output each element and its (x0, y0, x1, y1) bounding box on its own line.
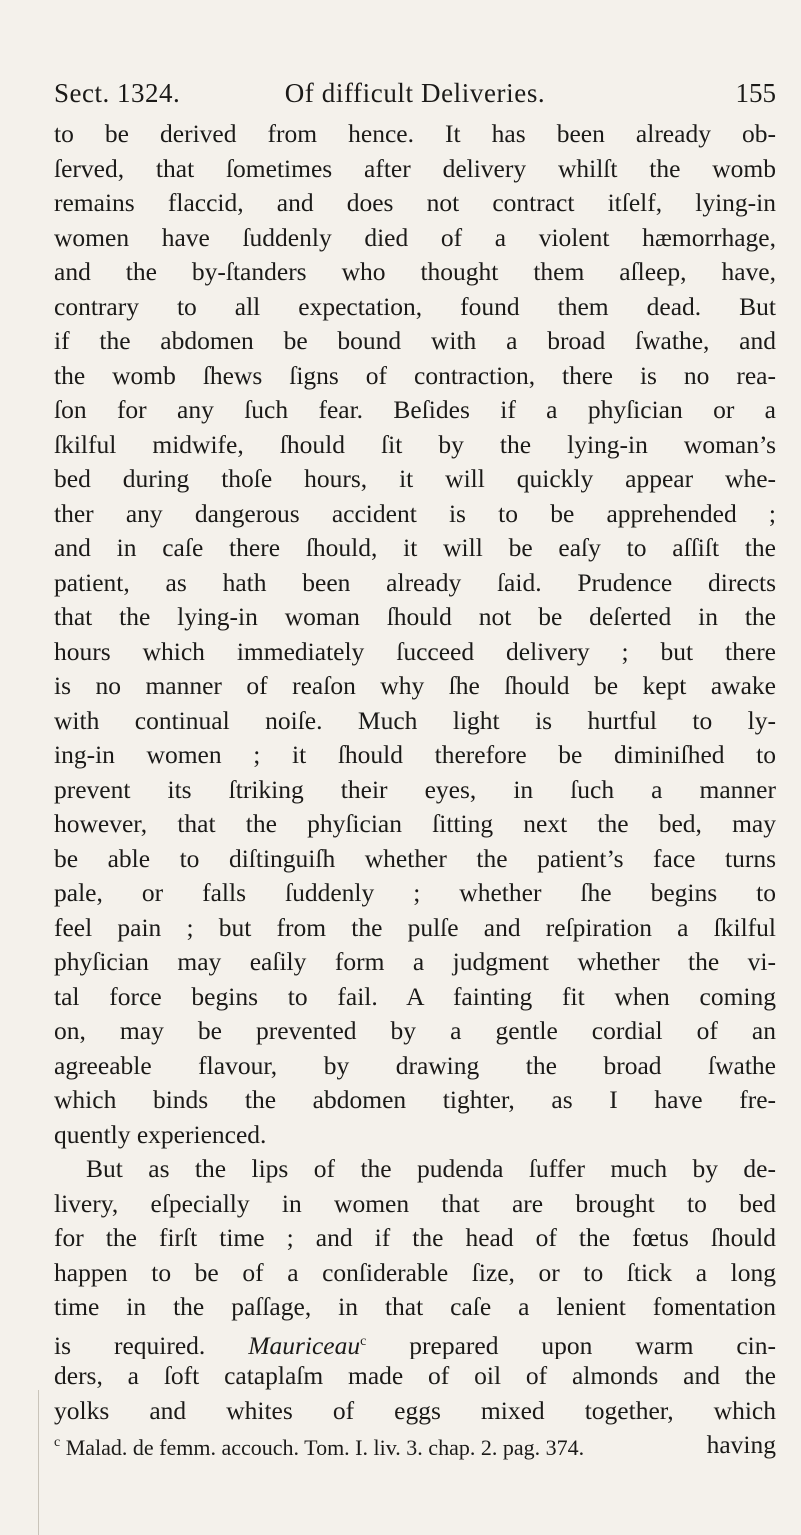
text-line: happen to be of a conſiderable ſize, or to ſtick a long (54, 1257, 776, 1287)
text-line: But as the lips of the pudenda ſuffer much by de- (86, 1154, 776, 1183)
text-line: prevent its ſtriking their eyes, in ſuch a manner (54, 774, 776, 804)
text-line: patient, as hath been already ſaid. Prudence directs (54, 567, 776, 597)
text-line: with continual noiſe. Much light is hurtful to ly- (54, 705, 776, 735)
text-line: quently experienced. (54, 1119, 267, 1149)
margin-rule (38, 1390, 39, 1535)
text-line: tal force begins to fail. A fainting fit when coming (54, 981, 776, 1011)
text-line: ders, a ſoft cataplaſm made of oil of almonds and the (54, 1361, 776, 1390)
footnote (54, 1428, 776, 1463)
text-line: which binds the abdomen tighter, as I have fre- (54, 1085, 776, 1114)
text-line: ſerved, that ſometimes after delivery whilſt the womb (54, 153, 776, 183)
footnote-marker: c (360, 1333, 367, 1349)
section-number: Sect. 1324. (54, 78, 181, 108)
footnote-text: Malad. de femm. accouch. Tom. I. liv. 3. chap. 2. pag. 374. (65, 1435, 585, 1460)
chapter-title: Of difficult Deliveries. (284, 78, 546, 108)
text-line: the womb ſhews ſigns of contraction, there is no rea- (54, 360, 776, 390)
text-line: yolks and whites of eggs mixed together, which (54, 1395, 776, 1425)
body-text (54, 117, 776, 1463)
text-line: is no manner of reaſon why ſhe ſhould be kept awake (54, 671, 776, 700)
text-line: and in caſe there ſhould, it will be eaſy to aſſiſt the (54, 533, 776, 562)
text-line: time in the paſſage, in that caſe a lenient fomentation (54, 1292, 776, 1321)
text-line: ſkilful midwife, ſhould ſit by the lying-in woman’s (54, 429, 776, 459)
text-line: be able to diſtinguiſh whether the patient’s face turns (54, 843, 776, 873)
running-header (54, 74, 776, 112)
text-line: pale, or falls ſuddenly ; whether ſhe begins to (54, 878, 776, 907)
text-line: agreeable flavour, by drawing the broad ſwathe (54, 1050, 776, 1080)
text-line: phyſician may eaſily form a judgment whether the vi- (54, 947, 776, 976)
text-line: ing-in women ; it ſhould therefore be diminiſhed to (54, 740, 776, 769)
catchword: having (706, 1430, 776, 1459)
text-line: for the firſt time ; and if the head of the fœtus ſhould (54, 1223, 776, 1252)
text-line: ther any dangerous accident is to be apprehended ; (54, 498, 776, 528)
page-number: 155 (735, 78, 776, 108)
text-line: if the abdomen be bound with a broad ſwathe, and (54, 326, 776, 355)
text-span: prepared upon warm cin- (409, 1330, 776, 1359)
text-line: contrary to all expectation, found them dead. But (54, 291, 776, 321)
text-line: on, may be prevented by a gentle cordial of an (54, 1016, 776, 1045)
text-line: feel pain ; but from the pulſe and reſpiration a ſkilful (54, 912, 776, 942)
footnote-marker: c (54, 1435, 61, 1450)
text-line-with-citation (54, 1325, 776, 1360)
text-line: that the lying-in woman ſhould not be deſerted in the (54, 602, 776, 631)
text-line: bed during thoſe hours, it will quickly appear whe- (54, 464, 776, 493)
text-line: women have ſuddenly died of a violent hæmorrhage, (54, 222, 776, 252)
text-line: remains flaccid, and does not contract itſelf, lying-in (54, 188, 776, 217)
cited-author: Mauriceau (248, 1330, 361, 1359)
text-line: to be derived from hence. It has been already ob- (54, 119, 776, 148)
text-span: is required. (54, 1330, 206, 1359)
text-line: however, that the phyſician ſitting next the bed, may (54, 809, 776, 838)
text-line: ſon for any ſuch fear. Beſides if a phyſician or a (54, 395, 776, 424)
text-line: and the by-ſtanders who thought them aſleep, have, (54, 257, 776, 286)
text-line: livery, eſpecially in women that are brought to bed (54, 1188, 776, 1218)
text-line: hours which immediately ſucceed delivery ; but there (54, 636, 776, 666)
